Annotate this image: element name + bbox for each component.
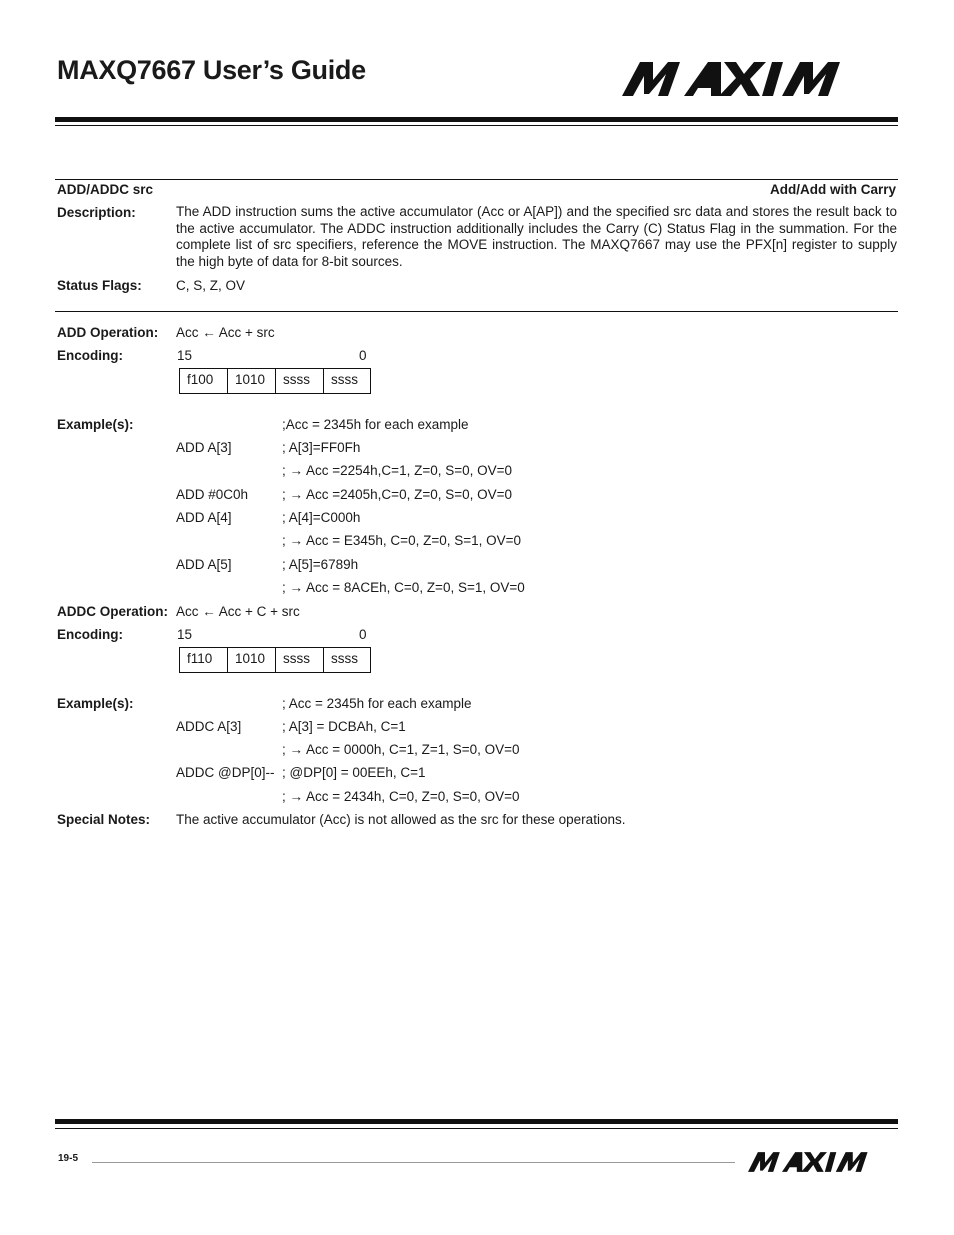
addc-example-comment: ; → Acc = 2434h, C=0, Z=0, S=0, OV=0 — [282, 789, 520, 804]
add-example-comment: ; → Acc =2405h,C=0, Z=0, S=0, OV=0 — [282, 487, 513, 502]
add-example-comment: ; A[3]=FF0Fh — [282, 440, 361, 455]
addc-example-comment: ; → Acc = 0000h, C=1, Z=1, S=0, OV=0 — [282, 742, 520, 757]
add-example-code: ADD A[4] — [176, 510, 232, 525]
encoding-field: ssss — [331, 372, 358, 387]
add-operation-label: ADD Operation: — [57, 325, 159, 340]
maxim-logo-footer — [748, 1151, 895, 1173]
addc-examples-label: Example(s): — [57, 696, 134, 711]
add-example-comment: ; A[4]=C000h — [282, 510, 361, 525]
encoding-field: f100 — [180, 369, 228, 393]
add-example-comment: ; → Acc = E345h, C=0, Z=0, S=1, OV=0 — [282, 533, 522, 548]
addc-example-comment: ; A[3] = DCBAh, C=1 — [282, 719, 406, 734]
instruction-syntax: ADD/ADDC src — [57, 182, 154, 197]
encoding-field: ssss — [276, 369, 324, 393]
add-bit-low: 0 — [359, 348, 367, 363]
section-rule — [55, 311, 898, 312]
add-operation-value: Acc ← Acc + src — [176, 325, 275, 340]
encoding-field: f110 — [180, 648, 228, 672]
instruction-name: Add/Add with Carry — [769, 182, 896, 197]
description-label: Description: — [57, 205, 136, 220]
addc-example-code: ADDC A[3] — [176, 719, 242, 734]
add-example-comment: ; → Acc = 8ACEh, C=0, Z=0, S=1, OV=0 — [282, 580, 525, 595]
add-examples-label: Example(s): — [57, 417, 134, 432]
add-encoding-table — [179, 368, 371, 394]
add-example-comment: ; → Acc =2254h,C=1, Z=0, S=0, OV=0 — [282, 463, 513, 478]
add-example-code: ADD A[5] — [176, 557, 232, 572]
add-example-comment: ;Acc = 2345h for each example — [282, 417, 469, 432]
status-flags-value: C, S, Z, OV — [176, 278, 246, 293]
status-flags-label: Status Flags: — [57, 278, 142, 293]
add-example-comment: ; A[5]=6789h — [282, 557, 359, 572]
encoding-field: ssss — [276, 648, 324, 672]
special-notes-label: Special Notes: — [57, 812, 151, 827]
encoding-field: ssss — [331, 651, 358, 666]
addc-example-code: ADDC @DP[0]-- — [176, 765, 275, 780]
add-encoding-label: Encoding: — [57, 348, 123, 363]
page-title: MAXQ7667 User’s Guide — [57, 55, 366, 85]
add-bit-high: 15 — [177, 348, 193, 363]
addc-encoding-label: Encoding: — [57, 627, 123, 642]
encoding-field: 1010 — [228, 369, 276, 393]
section-rule — [55, 179, 898, 180]
addc-example-comment: ; Acc = 2345h for each example — [282, 696, 472, 711]
addc-bit-high: 15 — [177, 627, 193, 642]
maxim-logo — [622, 60, 890, 98]
addc-operation-label: ADDC Operation: — [57, 604, 168, 619]
addc-example-comment: ; @DP[0] = 00EEh, C=1 — [282, 765, 426, 780]
addc-bit-low: 0 — [359, 627, 367, 642]
special-notes-text: The active accumulator (Acc) is not allowed as the src for these operations. — [176, 812, 626, 827]
encoding-field: 1010 — [228, 648, 276, 672]
add-example-code: ADD #0C0h — [176, 487, 249, 502]
addc-operation-value: Acc ← Acc + C + src — [176, 604, 300, 619]
footer-rule — [92, 1162, 735, 1163]
addc-encoding-table — [179, 647, 371, 673]
page-number: 19-5 — [58, 1153, 79, 1164]
description-text: The ADD instruction sums the active accumulator (Acc or A[AP]) and the specified src data and stores the result back to the active accumulator. The ADDC instruction additionally includes the Carry (C) Status Flag in the summation. For the complete list of src specifiers, reference the MOVE instruction. The MAXQ7667 may use the PFX[n] register to supply the high byte of data for 8-bit sources. — [176, 204, 897, 269]
add-example-code: ADD A[3] — [176, 440, 232, 455]
